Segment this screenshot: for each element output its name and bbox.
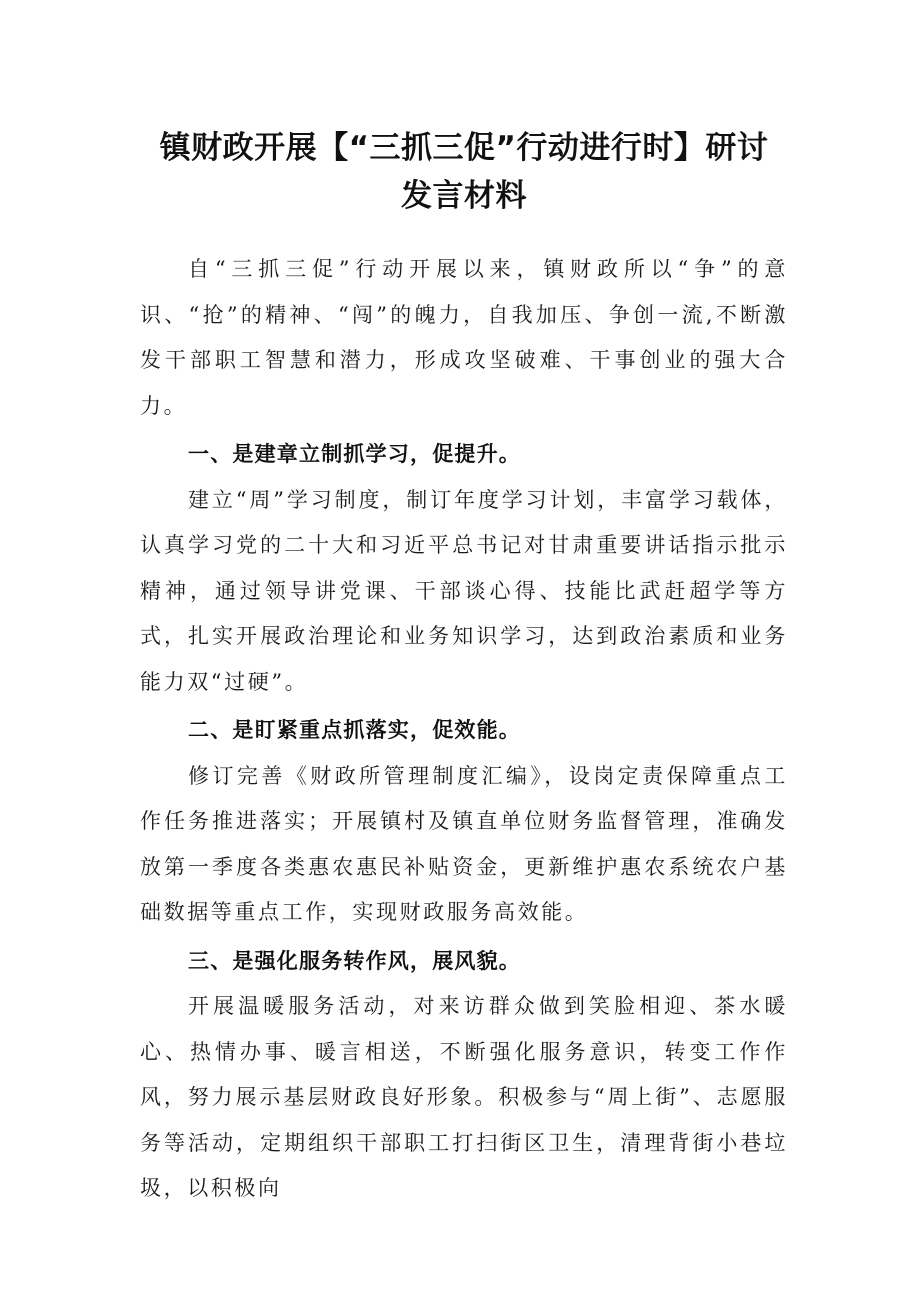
section-body-2: 修订完善《财政所管理制度汇编》，设岗定责保障重点工作任务推进落实；开展镇村及镇直单位财务监督管理，准确发放第一季度各类惠农惠民补贴资金，更新维护惠农系统农户基础数据等重点工作，实现财政服务高效能。	[140, 763, 788, 924]
document-body	[140, 247, 788, 1212]
title-line-1: 镇财政开展【“三抓三促”行动进行时】研讨	[159, 130, 769, 166]
section-body-3: 开展温暖服务活动，对来访群众做到笑脸相迎、茶水暖心、热情办事、暖言相送，不断强化服务意识，转变工作作风，努力展示基层财政良好形象。积极参与“周上街”、志愿服务等活动，定期组织干部职工打扫街区卫生，清理背街小巷垃圾，以积极向	[140, 994, 788, 1200]
section-heading-3: 三、是强化服务转作风，展风貌。	[188, 948, 521, 973]
section-body-1: 建立“周”学习制度，制订年度学习计划，丰富学习载体，认真学习党的二十大和习近平总书记对甘肃重要讲话指示批示精神，通过领导讲党课、干部谈心得、技能比武赶超学等方式，扎实开展政治理论和业务知识学习，达到政治素质和业务能力双“过硬”。	[140, 487, 788, 694]
intro-paragraph: 自“三抓三促”行动开展以来，镇财政所以“争”的意识、“抢”的精神、“闯”的魄力，自我加压、争创一流,不断激发干部职工智慧和潜力，形成攻坚破难、干事创业的强大合力。	[140, 257, 788, 418]
title-line-2: 发言材料	[401, 178, 527, 214]
document-title	[140, 124, 788, 220]
section-heading-2: 二、是盯紧重点抓落实，促效能。	[188, 718, 521, 742]
section-heading-1: 一、是建章立制抓学习，促提升。	[188, 442, 521, 466]
document-page	[140, 0, 788, 1212]
